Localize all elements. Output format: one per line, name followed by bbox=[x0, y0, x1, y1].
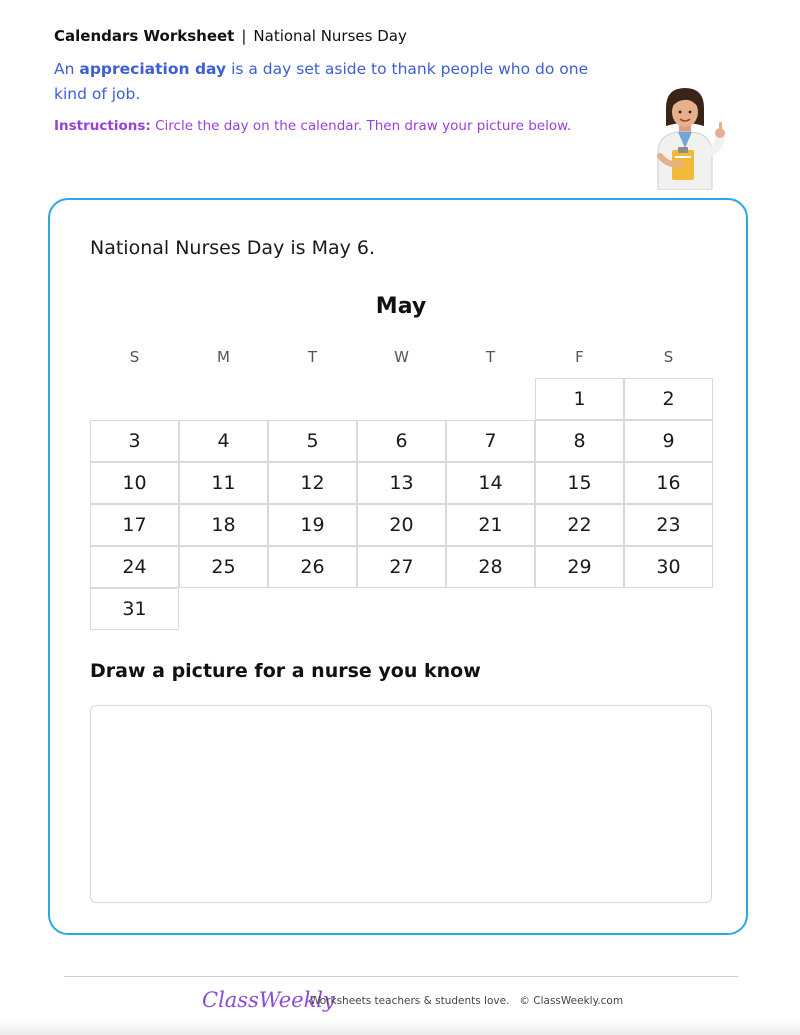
instructions bbox=[54, 118, 571, 134]
calendar-day[interactable]: 10 bbox=[90, 462, 179, 504]
calendar-day[interactable]: 27 bbox=[357, 546, 446, 588]
header-separator: | bbox=[241, 27, 247, 45]
weekday-label: T bbox=[307, 348, 318, 366]
weekday-label: W bbox=[394, 348, 409, 366]
weekday-label: F bbox=[575, 348, 584, 366]
calendar-day[interactable]: 11 bbox=[179, 462, 268, 504]
instructions-label: Instructions: bbox=[54, 118, 151, 134]
calendar-day[interactable]: 4 bbox=[179, 420, 268, 462]
footer-tagline: Worksheets teachers & students love. bbox=[310, 995, 510, 1007]
calendar-day[interactable]: 6 bbox=[357, 420, 446, 462]
drawing-area[interactable] bbox=[90, 705, 712, 903]
footer-text bbox=[310, 995, 623, 1007]
draw-heading: Draw a picture for a nurse you know bbox=[90, 660, 481, 682]
intro-prefix: An bbox=[54, 60, 75, 78]
intro-text bbox=[54, 57, 594, 107]
instructions-text: Circle the day on the calendar. Then draw your picture below. bbox=[155, 118, 572, 134]
worksheet-header bbox=[54, 27, 407, 45]
calendar-day[interactable]: 3 bbox=[90, 420, 179, 462]
calendar-day[interactable]: 9 bbox=[624, 420, 713, 462]
calendar-day[interactable]: 2 bbox=[624, 378, 713, 420]
calendar-day[interactable]: 13 bbox=[357, 462, 446, 504]
intro-rest: is a day set aside to thank people who do one kind of job. bbox=[54, 60, 589, 103]
calendar-day[interactable]: 26 bbox=[268, 546, 357, 588]
calendar-day[interactable]: 7 bbox=[446, 420, 535, 462]
calendar-day[interactable]: 24 bbox=[90, 546, 179, 588]
calendar-day[interactable]: 8 bbox=[535, 420, 624, 462]
classweekly-logo: ClassWeekly bbox=[202, 988, 335, 1012]
calendar-day[interactable]: 28 bbox=[446, 546, 535, 588]
calendar-day[interactable]: 22 bbox=[535, 504, 624, 546]
footer-divider bbox=[64, 976, 738, 977]
calendar-day[interactable]: 5 bbox=[268, 420, 357, 462]
weekday-label: S bbox=[129, 348, 140, 366]
bottom-edge bbox=[0, 1020, 800, 1035]
calendar-day[interactable]: 1 bbox=[535, 378, 624, 420]
calendar-day[interactable]: 21 bbox=[446, 504, 535, 546]
calendar-day[interactable]: 20 bbox=[357, 504, 446, 546]
nurse-illustration bbox=[640, 86, 735, 190]
weekday-label: T bbox=[485, 348, 496, 366]
calendar-day[interactable]: 30 bbox=[624, 546, 713, 588]
calendar-day[interactable]: 23 bbox=[624, 504, 713, 546]
calendar-day[interactable]: 12 bbox=[268, 462, 357, 504]
weekday-label: S bbox=[663, 348, 674, 366]
calendar-day[interactable]: 25 bbox=[179, 546, 268, 588]
calendar-day[interactable]: 16 bbox=[624, 462, 713, 504]
calendar-day[interactable]: 18 bbox=[179, 504, 268, 546]
calendar-month-title: May bbox=[375, 294, 427, 319]
footer-copyright: © ClassWeekly.com bbox=[519, 995, 624, 1007]
holiday-statement: National Nurses Day is May 6. bbox=[90, 237, 376, 259]
intro-term: appreciation day bbox=[79, 60, 227, 78]
calendar-day[interactable]: 14 bbox=[446, 462, 535, 504]
weekday-label: M bbox=[217, 348, 230, 366]
worksheet-title: Calendars Worksheet bbox=[54, 27, 235, 45]
calendar-day[interactable]: 29 bbox=[535, 546, 624, 588]
calendar-day[interactable]: 15 bbox=[535, 462, 624, 504]
worksheet-subtitle: National Nurses Day bbox=[253, 27, 407, 45]
calendar-day[interactable]: 19 bbox=[268, 504, 357, 546]
calendar-day[interactable]: 31 bbox=[90, 588, 179, 630]
calendar-day[interactable]: 17 bbox=[90, 504, 179, 546]
